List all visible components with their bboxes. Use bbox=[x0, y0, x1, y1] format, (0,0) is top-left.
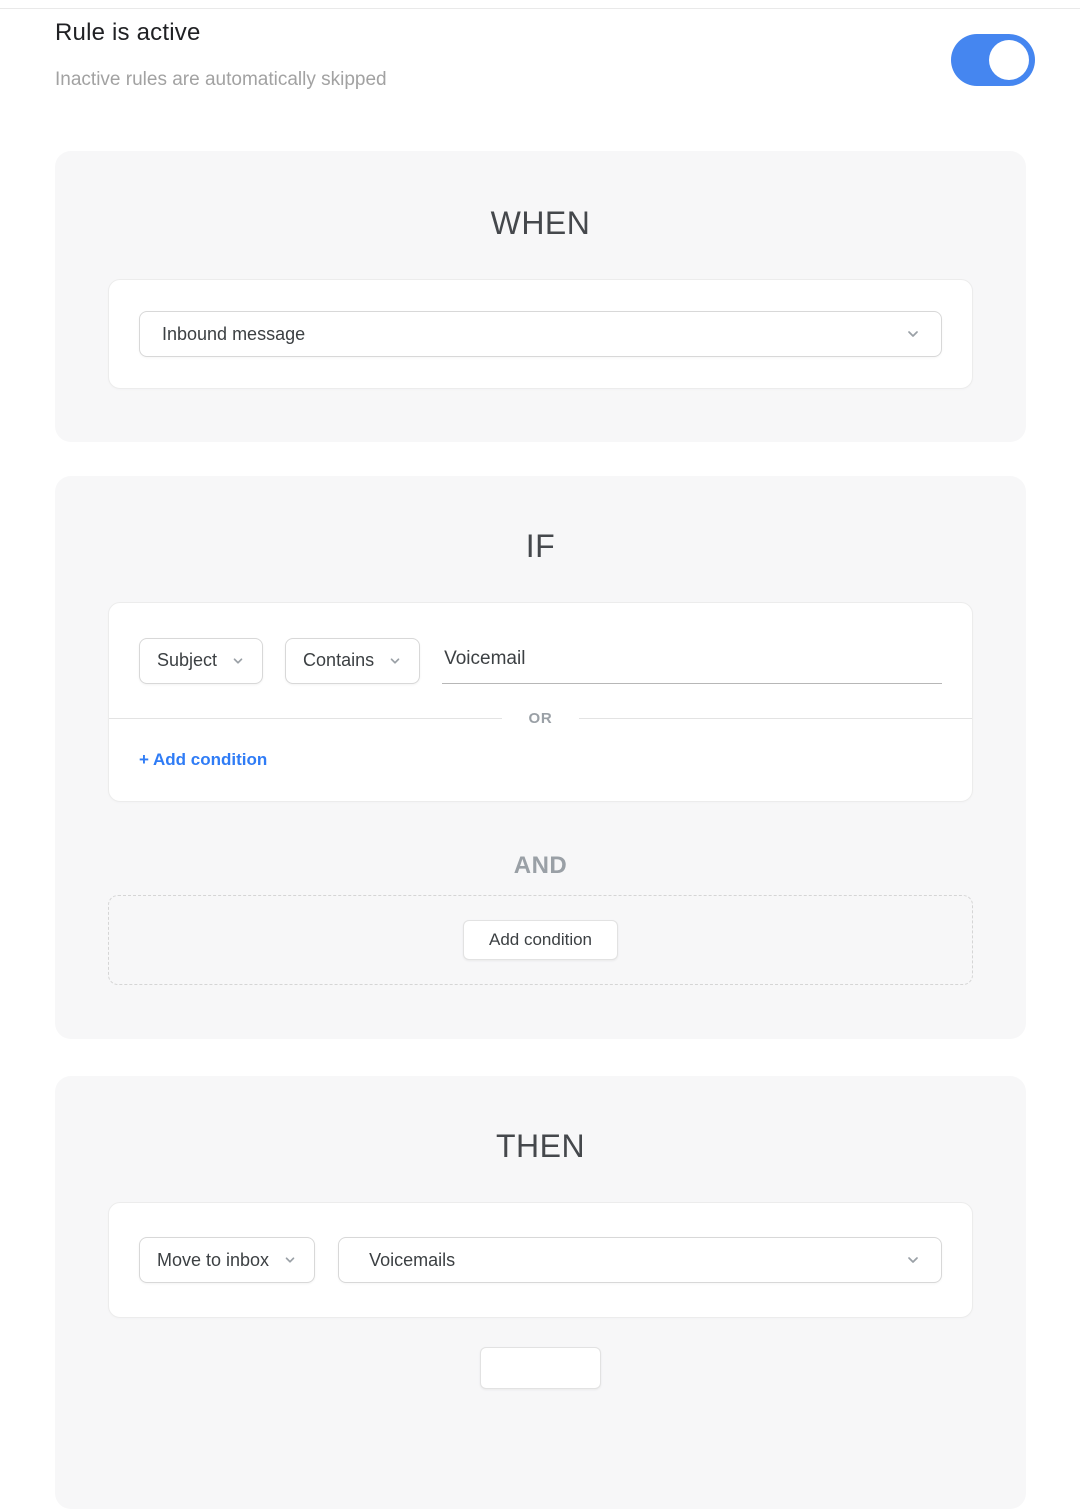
rule-active-header bbox=[0, 9, 1080, 91]
and-label: AND bbox=[513, 852, 568, 879]
or-conditions-card bbox=[108, 602, 973, 802]
divider-line bbox=[109, 718, 502, 719]
when-section bbox=[55, 151, 1026, 442]
action-row bbox=[109, 1203, 972, 1317]
condition-field-dropdown[interactable] bbox=[139, 638, 263, 684]
chevron-down-icon bbox=[388, 654, 402, 668]
condition-row bbox=[109, 603, 972, 710]
add-condition-row bbox=[109, 727, 972, 801]
rule-active-subtitle: Inactive rules are automatically skipped bbox=[55, 69, 387, 90]
or-divider bbox=[109, 710, 972, 727]
action-card bbox=[108, 1202, 973, 1318]
condition-operator-value: Contains bbox=[303, 650, 375, 670]
then-heading: THEN bbox=[495, 1128, 586, 1164]
or-label: OR bbox=[528, 710, 553, 727]
if-section bbox=[55, 476, 1026, 1039]
rule-active-text bbox=[55, 19, 387, 91]
rule-editor-page bbox=[0, 8, 1080, 1509]
chevron-down-icon bbox=[231, 654, 245, 668]
action-type-dropdown[interactable] bbox=[139, 1237, 315, 1283]
condition-field-value: Subject bbox=[157, 650, 218, 670]
chevron-down-icon bbox=[905, 326, 921, 342]
and-conditions-placeholder bbox=[108, 895, 973, 985]
chevron-down-icon bbox=[283, 1253, 297, 1267]
trigger-select[interactable] bbox=[139, 311, 942, 357]
if-heading: IF bbox=[525, 528, 556, 564]
divider-line bbox=[579, 718, 972, 719]
add-or-condition-link[interactable]: + Add condition bbox=[139, 750, 268, 769]
chevron-down-icon bbox=[905, 1252, 921, 1268]
then-section bbox=[55, 1076, 1026, 1509]
toggle-knob bbox=[989, 40, 1029, 80]
action-target-value: Voicemails bbox=[369, 1249, 456, 1270]
rule-active-toggle[interactable] bbox=[951, 34, 1035, 86]
add-and-condition-button[interactable]: Add condition bbox=[463, 920, 618, 960]
when-heading: WHEN bbox=[490, 205, 591, 241]
condition-value-input[interactable] bbox=[442, 637, 942, 684]
action-type-value: Move to inbox bbox=[157, 1249, 270, 1270]
rule-active-title: Rule is active bbox=[55, 19, 201, 46]
trigger-select-value: Inbound message bbox=[162, 323, 306, 344]
when-card bbox=[108, 279, 973, 389]
add-action-button-partial[interactable] bbox=[480, 1347, 601, 1389]
action-target-select[interactable] bbox=[338, 1237, 942, 1283]
condition-operator-dropdown[interactable] bbox=[285, 638, 420, 684]
